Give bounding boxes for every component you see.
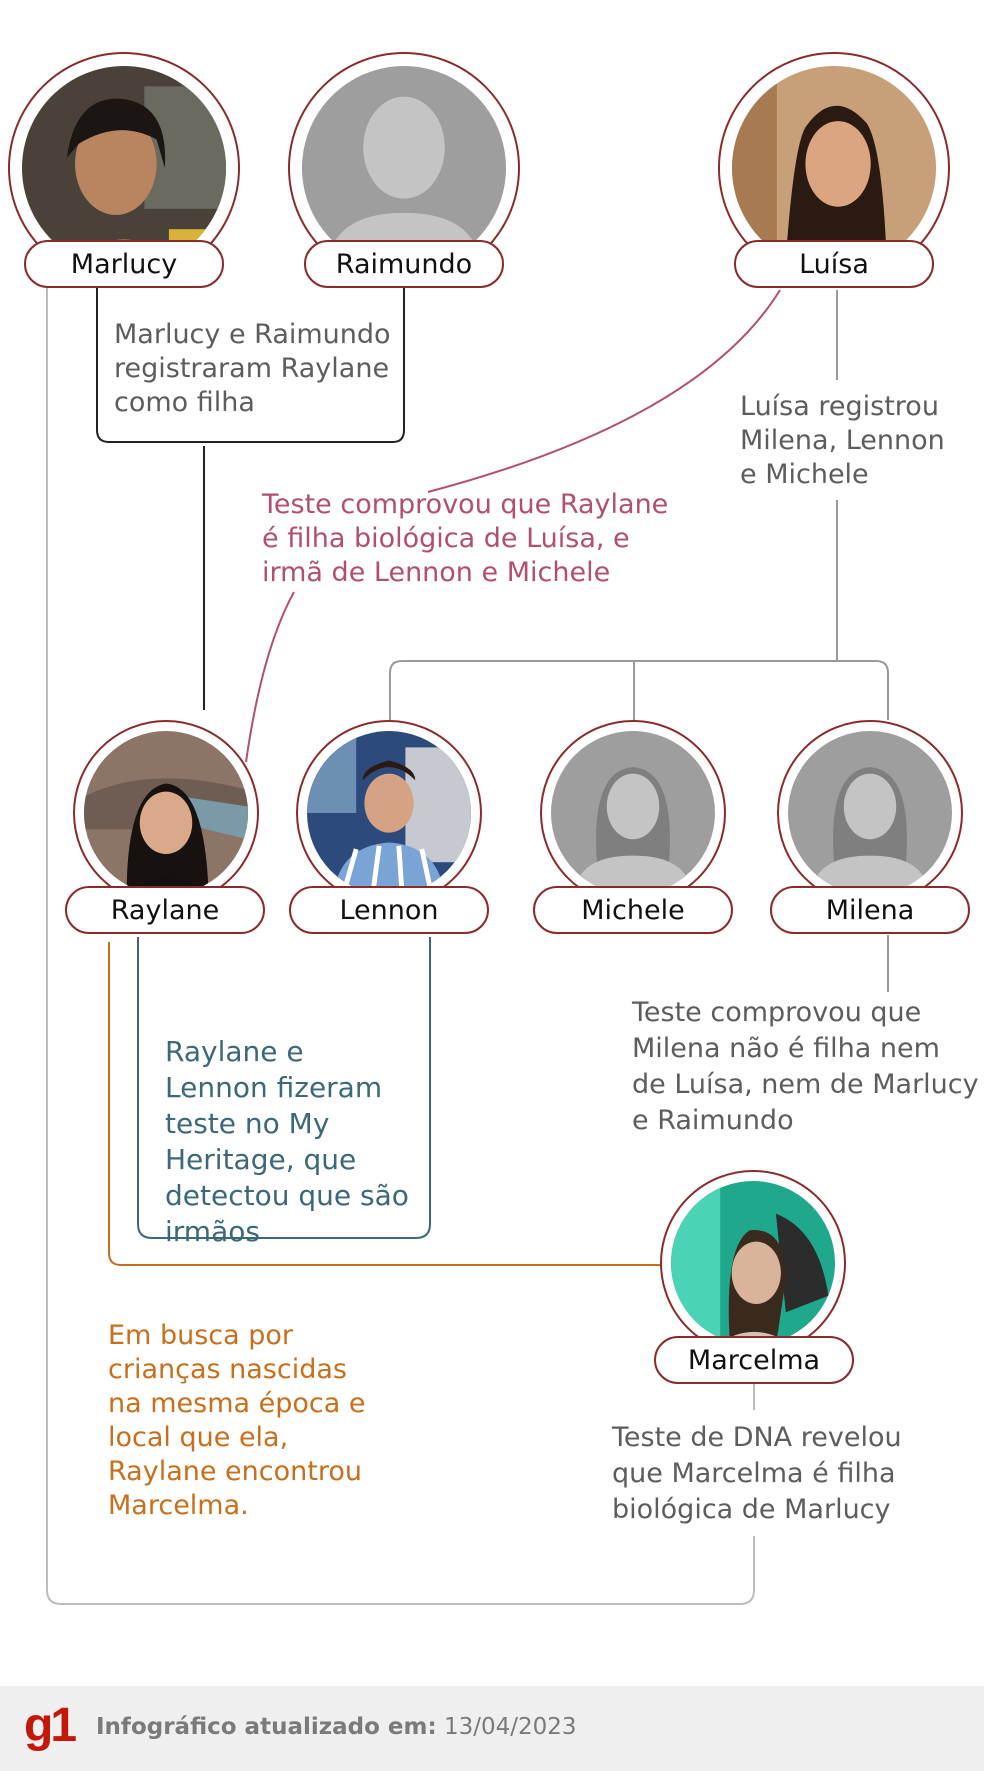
marlucy-label: Marlucy [24,240,224,288]
footer-update-info [96,1714,577,1740]
luisa-test-curve [428,290,780,492]
footer [0,1686,984,1771]
note-test-milena: Teste comprovou que Milena não é filha nem de Luísa, nem de Marlucy e Raimundo [632,997,979,1136]
lennon-photo [307,731,471,895]
footer-label: Infográfico atualizado em: [96,1714,437,1740]
note-test-raylane: Teste comprovou que Raylane é filha biológica de Luísa, e irmã de Lennon e Michele [262,489,669,588]
children-bracket [390,661,888,720]
note-myheritage: Raylane e Lennon fizeram teste no My Heritage, que detectou que são irmãos [165,1035,409,1248]
g1-logo[interactable]: g1 [24,1699,75,1752]
raylane-label: Raylane [65,886,265,934]
milena-placeholder-avatar [788,731,952,895]
michele-placeholder-avatar [551,731,715,895]
person-marcelma[interactable] [654,1170,854,1390]
marcelma-photo [671,1181,835,1345]
lennon-label: Lennon [289,886,489,934]
michele-label: Michele [533,886,733,934]
raimundo-label: Raimundo [304,240,504,288]
note-marlucy-raimundo: Marlucy e Raimundo registraram Raylane como filha [114,319,391,418]
person-michele[interactable] [536,720,736,940]
person-marlucy[interactable] [8,52,240,292]
person-lennon[interactable] [292,720,492,940]
raylane-photo [84,731,248,895]
milena-label: Milena [770,886,970,934]
person-milena[interactable] [773,720,973,940]
person-raimundo[interactable] [288,52,520,292]
person-raylane[interactable] [71,720,271,940]
note-luisa-registered: Luísa registrou Milena, Lennon e Michele [740,391,945,490]
note-dna: Teste de DNA revelou que Marcelma é filha biológica de Marlucy [612,1422,902,1525]
person-luisa[interactable] [718,52,950,292]
footer-date: 13/04/2023 [444,1714,577,1740]
note-search: Em busca por crianças nascidas na mesma época e local que ela, Raylane encontrou Marcelma. [108,1320,366,1521]
luisa-label: Luísa [734,240,934,288]
marcelma-label: Marcelma [654,1336,854,1384]
